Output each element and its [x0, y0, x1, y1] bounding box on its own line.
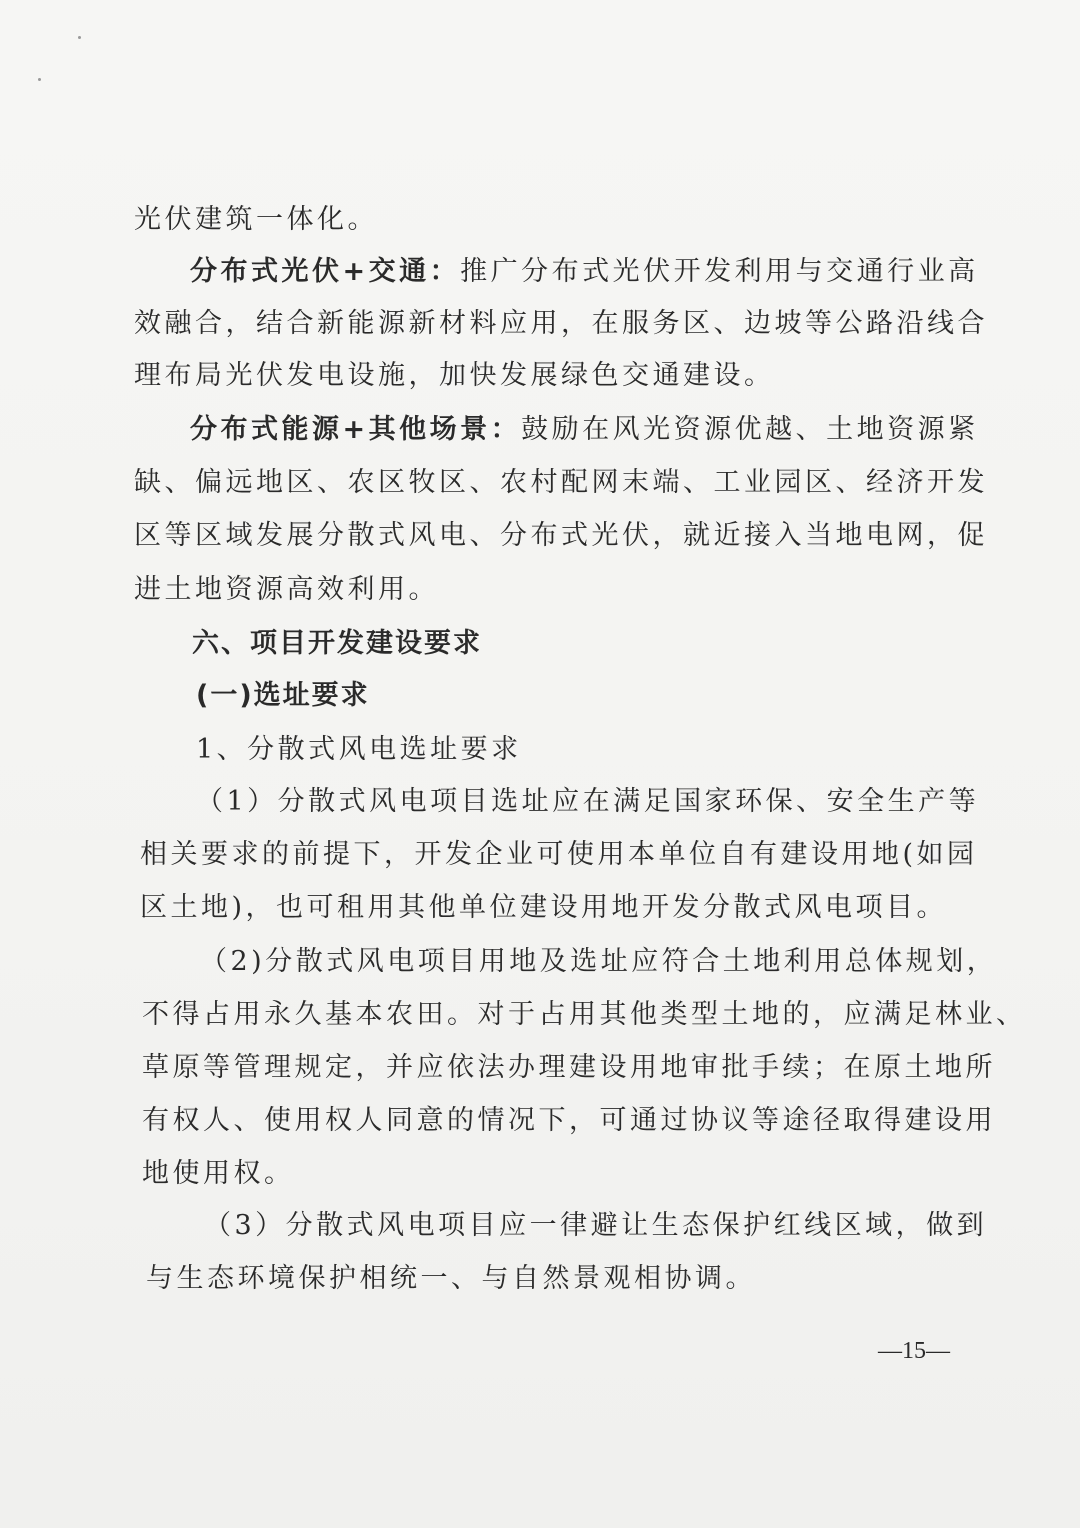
traffic-text-1: 推广分布式光伏开发利用与交通行业高	[460, 256, 979, 287]
p2-line-3: 草原等管理规定，并应依法办理建设用地审批手续；在原土地所	[142, 1052, 996, 1083]
traffic-paragraph-line-2: 效融合，结合新能源新材料应用，在服务区、边坡等公路沿线合	[134, 308, 988, 339]
p2-line-5: 地使用权。	[142, 1158, 295, 1189]
p1-line-1: （1）分散式风电项目选址应在满足国家环保、安全生产等	[196, 786, 980, 817]
other-paragraph-line-3: 区等区域发展分散式风电、分布式光伏，就近接入当地电网，促	[134, 520, 988, 551]
other-label: 分布式能源+其他场景：	[190, 414, 522, 445]
p1-line-3: 区土地)，也可租用其他单位建设用地开发分散式风电项目。	[140, 892, 948, 923]
other-paragraph-line-2: 缺、偏远地区、农区牧区、农村配网末端、工业园区、经济开发	[134, 467, 988, 498]
section-heading: 六、项目开发建设要求	[192, 628, 482, 659]
p3-line-2: 与生态环境保护相统一、与自然景观相协调。	[146, 1263, 756, 1294]
other-paragraph-line-4: 进土地资源高效利用。	[134, 574, 439, 605]
subsection-heading: (一)选址要求	[196, 680, 370, 711]
item-heading: 1、分散式风电选址要求	[196, 734, 522, 765]
p2-line-2: 不得占用永久基本农田。对于占用其他类型土地的，应满足林业、	[142, 999, 1027, 1030]
traffic-paragraph-line-1	[190, 252, 979, 292]
p2-line-4: 有权人、使用权人同意的情况下，可通过协议等途径取得建设用	[142, 1105, 996, 1136]
traffic-label: 分布式光伏+交通：	[190, 256, 461, 287]
scan-speck	[78, 36, 81, 39]
p2-line-1: （2)分散式风电项目用地及选址应符合土地利用总体规划，	[200, 946, 998, 977]
page-number: —15—	[878, 1338, 950, 1364]
p1-line-2: 相关要求的前提下，开发企业可使用本单位自有建设用地(如园	[140, 839, 978, 870]
scan-speck	[38, 78, 41, 81]
other-paragraph-line-1	[190, 410, 979, 450]
p3-line-1: （3）分散式风电项目应一律避让生态保护红线区域，做到	[204, 1210, 988, 1241]
traffic-paragraph-line-3: 理布局光伏发电设施，加快发展绿色交通建设。	[134, 360, 775, 391]
paragraph-tail-line: 光伏建筑一体化。	[134, 204, 378, 235]
other-text-1: 鼓励在风光资源优越、土地资源紧	[521, 414, 979, 445]
